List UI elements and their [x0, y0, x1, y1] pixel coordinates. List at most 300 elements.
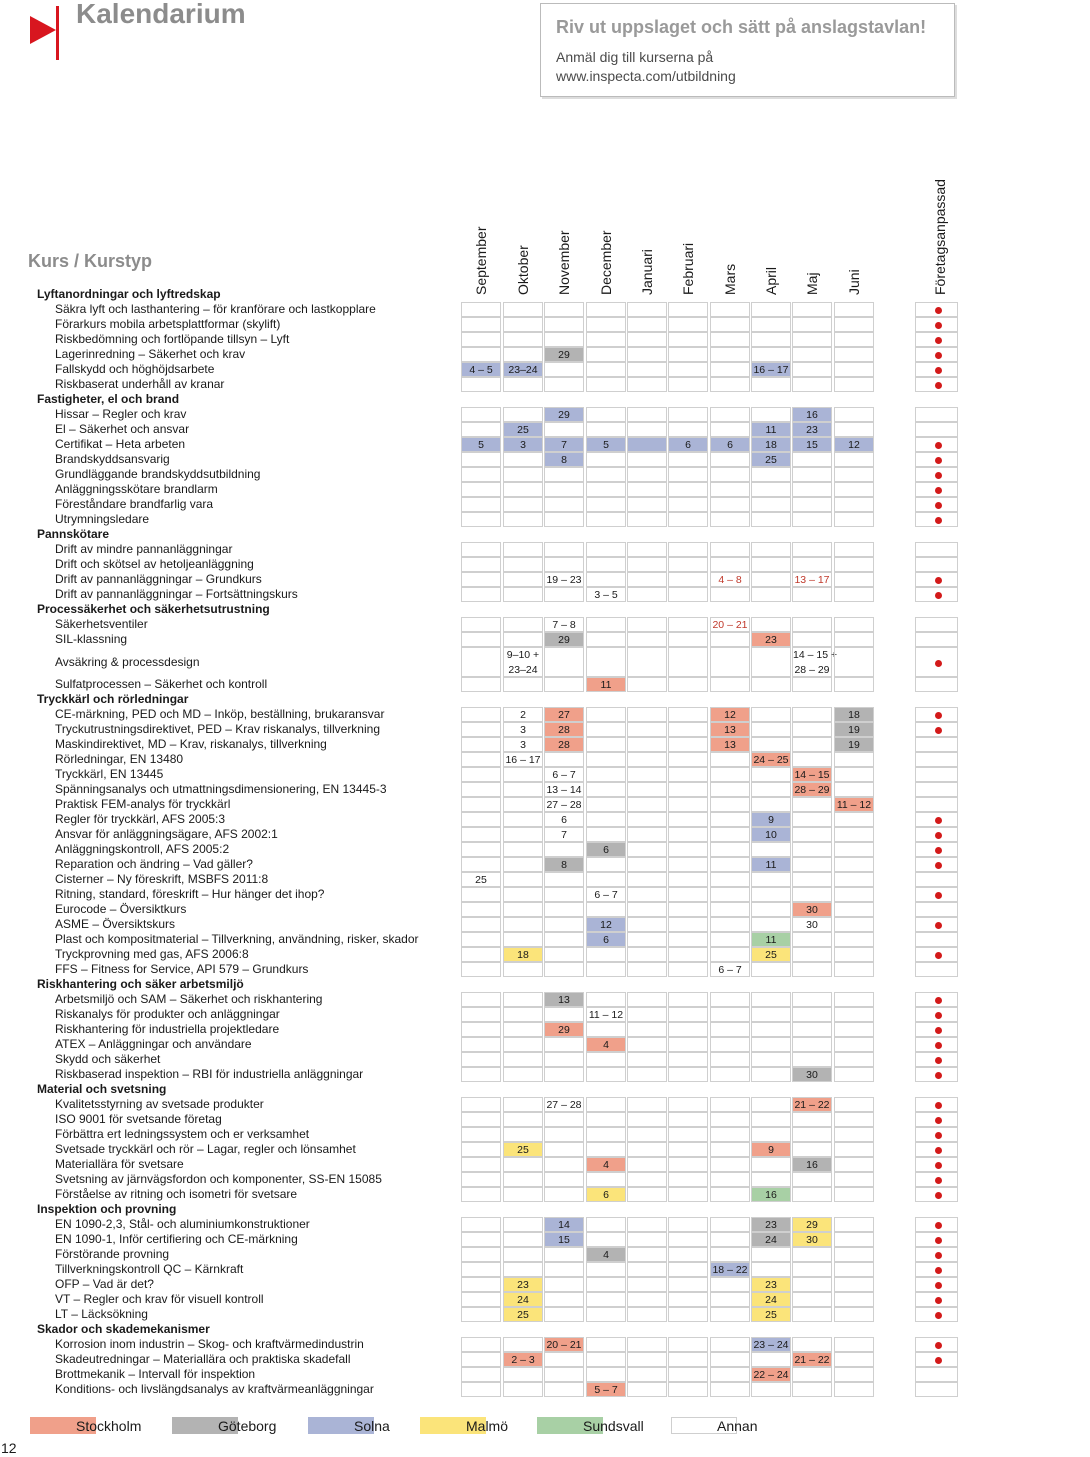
date-cell[interactable] — [544, 1022, 584, 1037]
date-text[interactable]: 27 – 28 — [546, 1099, 582, 1111]
date-cell[interactable] — [544, 707, 584, 722]
course-name[interactable]: Rörledningar, EN 13480 — [55, 752, 184, 766]
date-text[interactable]: 18 — [848, 709, 860, 721]
date-cell[interactable] — [586, 1157, 626, 1172]
date-text[interactable]: 12 — [848, 439, 860, 451]
course-name[interactable]: Ansvar för anläggningsägare, AFS 2002:1 — [55, 827, 278, 841]
date-cell[interactable] — [503, 362, 543, 377]
date-cell[interactable] — [792, 917, 832, 932]
course-name[interactable]: Tryckprovning med gas, AFS 2006:8 — [55, 947, 249, 961]
course-row[interactable] — [0, 422, 960, 437]
course-row[interactable] — [0, 362, 960, 377]
date-text[interactable]: 23 — [806, 424, 818, 436]
date-text[interactable]: 4 — [603, 1249, 609, 1261]
date-text[interactable]: 13 — [724, 724, 736, 736]
course-name[interactable]: Praktisk FEM-analys för tryckkärl — [55, 797, 231, 811]
date-text[interactable]: 25 — [765, 454, 777, 466]
date-text[interactable]: 24 — [765, 1234, 777, 1246]
date-cell[interactable] — [751, 1232, 791, 1247]
date-cell[interactable] — [751, 362, 791, 377]
course-name[interactable]: LT – Läcksökning — [55, 1307, 148, 1321]
date-cell[interactable] — [544, 857, 584, 872]
course-row[interactable] — [0, 1277, 960, 1292]
course-row[interactable] — [0, 722, 960, 737]
course-row[interactable] — [0, 1037, 960, 1052]
date-cell[interactable] — [710, 737, 750, 752]
course-name[interactable]: Skadeutredningar – Materiallära och praktiska skadefall — [55, 1352, 351, 1366]
course-name[interactable]: Riskbedömning och fortlöpande tillsyn – Lyft — [55, 332, 290, 346]
date-text[interactable]: 6 — [561, 814, 567, 826]
course-row[interactable] — [0, 992, 960, 1007]
date-cell[interactable] — [751, 857, 791, 872]
course-row[interactable] — [0, 1382, 960, 1397]
date-text[interactable]: 28 – 29 — [794, 784, 830, 796]
course-row[interactable] — [0, 1187, 960, 1202]
course-row[interactable] — [0, 1127, 960, 1142]
date-cell[interactable] — [544, 767, 584, 782]
course-row[interactable] — [0, 1022, 960, 1037]
date-cell[interactable] — [544, 617, 584, 632]
date-text[interactable]: 2 – 3 — [511, 1354, 535, 1366]
course-row[interactable] — [0, 1352, 960, 1367]
course-name[interactable]: Konditions- och livslängdsanalys av kraftvärmeanläggningar — [55, 1382, 374, 1396]
course-row[interactable] — [0, 1157, 960, 1172]
date-text[interactable]: 20 – 21 — [712, 619, 748, 631]
date-text[interactable]: 16 – 17 — [505, 754, 541, 766]
course-row[interactable] — [0, 842, 960, 857]
date-cell[interactable] — [751, 812, 791, 827]
info-link[interactable]: www.inspecta.com/utbildning — [556, 68, 736, 84]
date-cell[interactable] — [792, 1067, 832, 1082]
date-cell[interactable] — [586, 1037, 626, 1052]
date-text[interactable]: 22 – 24 — [753, 1369, 789, 1381]
date-text[interactable]: 29 — [558, 409, 570, 421]
course-row[interactable] — [0, 302, 960, 317]
course-name[interactable]: Tryckutrustningsdirektivet, PED – Krav riskanalys, tillverkning — [55, 722, 380, 736]
course-row[interactable] — [0, 572, 960, 587]
date-cell[interactable] — [544, 452, 584, 467]
course-name[interactable]: Brandskyddsansvarig — [55, 452, 170, 466]
date-cell[interactable] — [544, 572, 584, 587]
date-cell[interactable] — [710, 437, 750, 452]
date-text[interactable]: 4 — [603, 1039, 609, 1051]
date-text[interactable]: 14 — [558, 1219, 570, 1231]
date-cell[interactable] — [751, 827, 791, 842]
date-text[interactable]: 24 – 25 — [753, 754, 789, 766]
date-cell[interactable] — [461, 362, 501, 377]
date-text[interactable]: 19 — [848, 724, 860, 736]
date-cell[interactable] — [751, 1277, 791, 1292]
date-cell[interactable] — [627, 437, 667, 452]
date-cell[interactable] — [586, 1382, 626, 1397]
date-text[interactable]: 11 – 12 — [588, 1009, 624, 1021]
course-name[interactable]: Kvalitetsstyrning av svetsade produkter — [55, 1097, 264, 1111]
course-name[interactable]: Utrymningsledare — [55, 512, 150, 526]
date-text[interactable]: 6 – 7 — [594, 889, 618, 901]
course-row[interactable] — [0, 1262, 960, 1277]
course-row[interactable] — [0, 812, 960, 827]
date-cell[interactable] — [751, 1292, 791, 1307]
course-row[interactable] — [0, 1217, 960, 1232]
date-text[interactable]: 9 — [768, 1144, 774, 1156]
date-cell[interactable] — [751, 632, 791, 647]
course-row[interactable] — [0, 752, 960, 767]
course-row[interactable] — [0, 737, 960, 752]
date-cell[interactable] — [834, 437, 874, 452]
date-cell[interactable] — [751, 1307, 791, 1322]
date-cell[interactable] — [544, 347, 584, 362]
date-cell[interactable] — [503, 947, 543, 962]
date-cell[interactable] — [544, 437, 584, 452]
date-cell[interactable] — [792, 437, 832, 452]
date-text[interactable]: 19 – 23 — [546, 574, 582, 586]
date-cell[interactable] — [751, 1142, 791, 1157]
date-cell[interactable] — [503, 752, 543, 767]
course-name[interactable]: ATEX – Anläggningar och användare — [55, 1037, 252, 1051]
date-text[interactable]: 30 — [806, 1069, 818, 1081]
course-name[interactable]: Reparation och ändring – Vad gäller? — [55, 857, 253, 871]
date-text[interactable]: 21 – 22 — [794, 1099, 830, 1111]
date-text[interactable]: 3 — [520, 724, 526, 736]
date-text[interactable]: 13 – 14 — [546, 784, 582, 796]
course-row[interactable] — [0, 1112, 960, 1127]
date-text[interactable]: 15 — [558, 1234, 570, 1246]
date-text[interactable]: 18 — [765, 439, 777, 451]
course-row[interactable] — [0, 782, 960, 797]
course-row[interactable] — [0, 512, 960, 527]
date-cell[interactable] — [544, 1097, 584, 1112]
date-text[interactable]: 29 — [558, 1024, 570, 1036]
course-row[interactable] — [0, 1007, 960, 1022]
course-row[interactable] — [0, 452, 960, 467]
date-text[interactable]: 18 — [517, 949, 529, 961]
course-name[interactable]: El – Säkerhet och ansvar — [55, 422, 190, 436]
date-cell[interactable] — [586, 677, 626, 692]
course-name[interactable]: Plast och kompositmaterial – Tillverkning, användning, risker, skador — [55, 932, 419, 946]
course-name[interactable]: Cisterner – Ny föreskrift, MSBFS 2011:8 — [55, 872, 269, 886]
date-cell[interactable] — [503, 647, 543, 677]
date-text[interactable]: 14 – 15 + — [793, 649, 838, 661]
date-text[interactable]: 23–24 — [508, 364, 538, 376]
date-text[interactable]: 6 — [603, 844, 609, 856]
date-cell[interactable] — [586, 1187, 626, 1202]
course-row[interactable] — [0, 347, 960, 362]
course-row[interactable] — [0, 1337, 960, 1352]
course-row[interactable] — [0, 962, 960, 977]
course-name[interactable]: Svetsade tryckkärl och rör – Lagar, regler och lönsamhet — [55, 1142, 356, 1156]
course-name[interactable]: Säkra lyft och lasthantering – för kranförare och lastkopplare — [55, 302, 376, 316]
course-name[interactable]: EN 1090-2,3, Stål- och aluminiumkonstruktioner — [55, 1217, 310, 1231]
course-name[interactable]: EN 1090-1, Inför certifiering och CE-märkning — [55, 1232, 298, 1246]
date-cell[interactable] — [544, 992, 584, 1007]
course-name[interactable]: CE-märkning, PED och MD – Inköp, beställning, brukaransvar — [55, 707, 385, 721]
course-name[interactable]: Regler för tryckkärl, AFS 2005:3 — [55, 812, 226, 826]
course-row[interactable] — [0, 1052, 960, 1067]
date-cell[interactable] — [751, 752, 791, 767]
date-cell[interactable] — [792, 647, 838, 677]
course-row[interactable] — [0, 377, 960, 392]
course-name[interactable]: OFP – Vad är det? — [55, 1277, 154, 1291]
date-text[interactable]: 30 — [806, 904, 818, 916]
course-name[interactable]: Fallskydd och höghöjdsarbete — [55, 362, 215, 376]
date-text[interactable]: 6 — [603, 1189, 609, 1201]
date-text[interactable]: 9 — [768, 814, 774, 826]
date-text[interactable]: 23 — [765, 1279, 777, 1291]
date-text[interactable]: 9–10 + — [506, 649, 540, 661]
date-text[interactable]: 23 – 24 — [753, 1339, 789, 1351]
date-text[interactable]: 5 — [603, 439, 609, 451]
date-text[interactable]: 12 — [600, 919, 612, 931]
date-text[interactable]: 12 — [724, 709, 736, 721]
date-cell[interactable] — [710, 962, 750, 977]
date-text[interactable]: 5 – 7 — [594, 1384, 618, 1396]
course-name[interactable]: Korrosion inom industrin – Skog- och kraftvärmedindustrin — [55, 1337, 364, 1351]
course-name[interactable]: ASME – Översiktskurs — [55, 917, 176, 931]
date-cell[interactable] — [544, 737, 584, 752]
date-cell[interactable] — [503, 1142, 543, 1157]
date-cell[interactable] — [544, 722, 584, 737]
date-text[interactable]: 28 — [558, 724, 570, 736]
date-text[interactable]: 30 — [806, 1234, 818, 1246]
date-text[interactable]: 23 — [765, 1219, 777, 1231]
date-text[interactable]: 2 — [520, 709, 526, 721]
date-cell[interactable] — [834, 722, 874, 737]
date-cell[interactable] — [544, 632, 584, 647]
date-cell[interactable] — [751, 452, 791, 467]
date-cell[interactable] — [503, 1352, 543, 1367]
date-cell[interactable] — [503, 1292, 543, 1307]
date-cell[interactable] — [792, 572, 832, 587]
course-row[interactable] — [0, 557, 960, 572]
date-cell[interactable] — [710, 1262, 750, 1277]
date-cell[interactable] — [792, 1097, 832, 1112]
date-cell[interactable] — [751, 1187, 791, 1202]
date-text[interactable]: 25 — [475, 874, 487, 886]
date-cell[interactable] — [544, 827, 584, 842]
date-text[interactable]: 20 – 21 — [546, 1339, 582, 1351]
date-text[interactable]: 23–24 — [508, 664, 538, 676]
date-cell[interactable] — [751, 947, 791, 962]
date-cell[interactable] — [503, 422, 543, 437]
date-text[interactable]: 25 — [517, 1309, 529, 1321]
course-name[interactable]: Grundläggande brandskyddsutbildning — [55, 467, 261, 481]
date-text[interactable]: 4 – 8 — [718, 574, 742, 586]
date-text[interactable]: 11 – 12 — [836, 799, 872, 811]
course-row[interactable] — [0, 317, 960, 332]
course-name[interactable]: Ritning, standard, föreskrift – Hur hänger det ihop? — [55, 887, 325, 901]
date-text[interactable]: 24 — [517, 1294, 529, 1306]
course-name[interactable]: Lagerinredning – Säkerhet och krav — [55, 347, 246, 361]
course-name[interactable]: Riskbaserat underhåll av kranar — [55, 377, 225, 391]
date-text[interactable]: 3 — [520, 739, 526, 751]
course-name[interactable]: Sulfatprocessen – Säkerhet och kontroll — [55, 677, 268, 691]
course-row[interactable] — [0, 1172, 960, 1187]
date-cell[interactable] — [792, 902, 832, 917]
date-cell[interactable] — [668, 437, 708, 452]
date-cell[interactable] — [834, 737, 874, 752]
date-text[interactable]: 24 — [765, 1294, 777, 1306]
course-name[interactable]: Drift av pannanläggningar – Grundkurs — [55, 572, 262, 586]
date-cell[interactable] — [503, 737, 543, 752]
date-text[interactable]: 11 — [765, 859, 777, 871]
date-text[interactable]: 6 — [685, 439, 691, 451]
date-cell[interactable] — [503, 437, 543, 452]
course-name[interactable]: Riskbaserad inspektion – RBI för industriella anläggningar — [55, 1067, 364, 1081]
course-row[interactable] — [0, 1247, 960, 1262]
date-cell[interactable] — [710, 707, 750, 722]
date-cell[interactable] — [503, 1307, 543, 1322]
date-text[interactable]: 14 – 15 — [794, 769, 830, 781]
course-name[interactable]: Arbetsmiljö och SAM – Säkerhet och riskhantering — [55, 992, 323, 1006]
course-name[interactable]: Drift av mindre pannanläggningar — [55, 542, 233, 556]
course-name[interactable]: Certifikat – Heta arbeten — [55, 437, 186, 451]
date-text[interactable]: 25 — [765, 1309, 777, 1321]
course-row[interactable] — [0, 932, 960, 947]
date-text[interactable]: 6 – 7 — [718, 964, 742, 976]
date-cell[interactable] — [710, 722, 750, 737]
date-cell[interactable] — [544, 812, 584, 827]
date-cell[interactable] — [461, 872, 501, 887]
date-cell[interactable] — [586, 1007, 626, 1022]
course-row[interactable] — [0, 467, 960, 482]
date-cell[interactable] — [834, 797, 874, 812]
date-text[interactable]: 29 — [558, 349, 570, 361]
course-row[interactable] — [0, 617, 960, 632]
date-text[interactable]: 19 — [848, 739, 860, 751]
date-text[interactable]: 25 — [517, 1144, 529, 1156]
date-text[interactable]: 3 – 5 — [594, 589, 618, 601]
course-row[interactable] — [0, 797, 960, 812]
date-text[interactable]: 16 — [806, 409, 818, 421]
course-name[interactable]: Tryckkärl, EN 13445 — [55, 767, 164, 781]
course-name[interactable]: Maskindirektivet, MD – Krav, riskanalys, tillverkning — [55, 737, 327, 751]
date-cell[interactable] — [586, 587, 626, 602]
date-cell[interactable] — [503, 1277, 543, 1292]
date-text[interactable]: 21 – 22 — [794, 1354, 830, 1366]
date-cell[interactable] — [792, 407, 832, 422]
course-row[interactable] — [0, 917, 960, 932]
course-row[interactable] — [0, 632, 960, 647]
date-cell[interactable] — [792, 1232, 832, 1247]
date-text[interactable]: 13 — [724, 739, 736, 751]
date-cell[interactable] — [586, 842, 626, 857]
date-text[interactable]: 28 – 29 — [794, 664, 830, 676]
date-cell[interactable] — [503, 707, 543, 722]
course-name[interactable]: FFS – Fitness for Service, API 579 – Grundkurs — [55, 962, 309, 976]
date-text[interactable]: 29 — [558, 634, 570, 646]
date-cell[interactable] — [544, 1217, 584, 1232]
course-row[interactable] — [0, 902, 960, 917]
course-name[interactable]: Hissar – Regler och krav — [55, 407, 187, 421]
date-text[interactable]: 13 — [558, 994, 570, 1006]
date-cell[interactable] — [503, 722, 543, 737]
date-text[interactable]: 23 — [517, 1279, 529, 1291]
date-text[interactable]: 4 – 5 — [469, 364, 493, 376]
date-text[interactable]: 11 — [765, 424, 777, 436]
date-text[interactable]: 7 – 8 — [552, 619, 576, 631]
course-row[interactable] — [0, 482, 960, 497]
course-row[interactable] — [0, 437, 960, 452]
course-name[interactable]: Förstörande provning — [55, 1247, 170, 1261]
date-text[interactable]: 15 — [806, 439, 818, 451]
course-row[interactable] — [0, 1067, 960, 1082]
course-row[interactable] — [0, 1097, 960, 1112]
date-text[interactable]: 28 — [558, 739, 570, 751]
course-row[interactable] — [0, 1142, 960, 1157]
date-text[interactable]: 4 — [603, 1159, 609, 1171]
course-row[interactable] — [0, 407, 960, 422]
course-name[interactable]: Riskanalys för produkter och anläggningar — [55, 1007, 280, 1021]
course-name[interactable]: Drift och skötsel av hetoljeanläggning — [55, 557, 254, 571]
course-name[interactable]: Säkerhetsventiler — [55, 617, 148, 631]
course-name[interactable]: Skydd och säkerhet — [55, 1052, 161, 1066]
course-name[interactable]: Brottmekanik – Intervall för inspektion — [55, 1367, 256, 1381]
date-text[interactable]: 16 — [806, 1159, 818, 1171]
date-text[interactable]: 3 — [520, 439, 526, 451]
date-text[interactable]: 6 – 7 — [552, 769, 576, 781]
date-text[interactable]: 29 — [806, 1219, 818, 1231]
course-name[interactable]: Anläggningsskötare brandlarm — [55, 482, 218, 496]
date-cell[interactable] — [586, 1247, 626, 1262]
course-name[interactable]: Drift av pannanläggningar – Fortsättningskurs — [55, 587, 298, 601]
course-name[interactable]: Riskhantering för industriella projektledare — [55, 1022, 280, 1036]
date-cell[interactable] — [792, 767, 832, 782]
date-cell[interactable] — [751, 437, 791, 452]
date-text[interactable]: 30 — [806, 919, 818, 931]
date-cell[interactable] — [544, 1232, 584, 1247]
course-name[interactable]: Förbättra ert ledningssystem och er verksamhet — [55, 1127, 310, 1141]
date-text[interactable]: 11 — [765, 934, 777, 946]
date-cell[interactable] — [834, 707, 874, 722]
course-name[interactable]: Svetsning av järnvägsfordon och komponenter, SS-EN 15085 — [55, 1172, 382, 1186]
course-row[interactable] — [0, 887, 960, 902]
course-row[interactable] — [0, 707, 960, 722]
date-text[interactable]: 7 — [561, 829, 567, 841]
date-cell[interactable] — [751, 1337, 791, 1352]
date-text[interactable]: 27 – 28 — [546, 799, 582, 811]
date-cell[interactable] — [710, 572, 750, 587]
date-text[interactable]: 25 — [765, 949, 777, 961]
course-row[interactable] — [0, 947, 960, 962]
date-cell[interactable] — [586, 917, 626, 932]
course-name[interactable]: Eurocode – Översiktkurs — [55, 902, 187, 916]
course-name[interactable]: Förståelse av ritning och isometri för svetsare — [55, 1187, 298, 1201]
date-cell[interactable] — [544, 407, 584, 422]
date-text[interactable]: 25 — [517, 424, 529, 436]
date-cell[interactable] — [751, 1217, 791, 1232]
course-row[interactable] — [0, 677, 960, 692]
course-name[interactable]: Föreståndare brandfarlig vara — [55, 497, 214, 511]
course-name[interactable]: Tillverkningskontroll QC – Kärnkraft — [55, 1262, 244, 1276]
course-name[interactable]: SIL-klassning — [55, 632, 128, 646]
course-row[interactable] — [0, 1307, 960, 1322]
course-name[interactable]: Avsäkring & processdesign — [55, 655, 200, 669]
date-text[interactable]: 13 – 17 — [794, 574, 830, 586]
course-row[interactable] — [0, 872, 960, 887]
date-text[interactable]: 6 — [603, 934, 609, 946]
date-text[interactable]: 11 — [600, 679, 612, 691]
course-row[interactable] — [0, 332, 960, 347]
course-row[interactable] — [0, 1367, 960, 1382]
course-row[interactable] — [0, 587, 960, 602]
date-text[interactable]: 16 – 17 — [753, 364, 789, 376]
date-text[interactable]: 8 — [561, 454, 567, 466]
date-text[interactable]: 7 — [561, 439, 567, 451]
course-row[interactable] — [0, 857, 960, 872]
course-row[interactable] — [0, 767, 960, 782]
date-cell[interactable] — [710, 617, 750, 632]
course-row[interactable] — [0, 542, 960, 557]
